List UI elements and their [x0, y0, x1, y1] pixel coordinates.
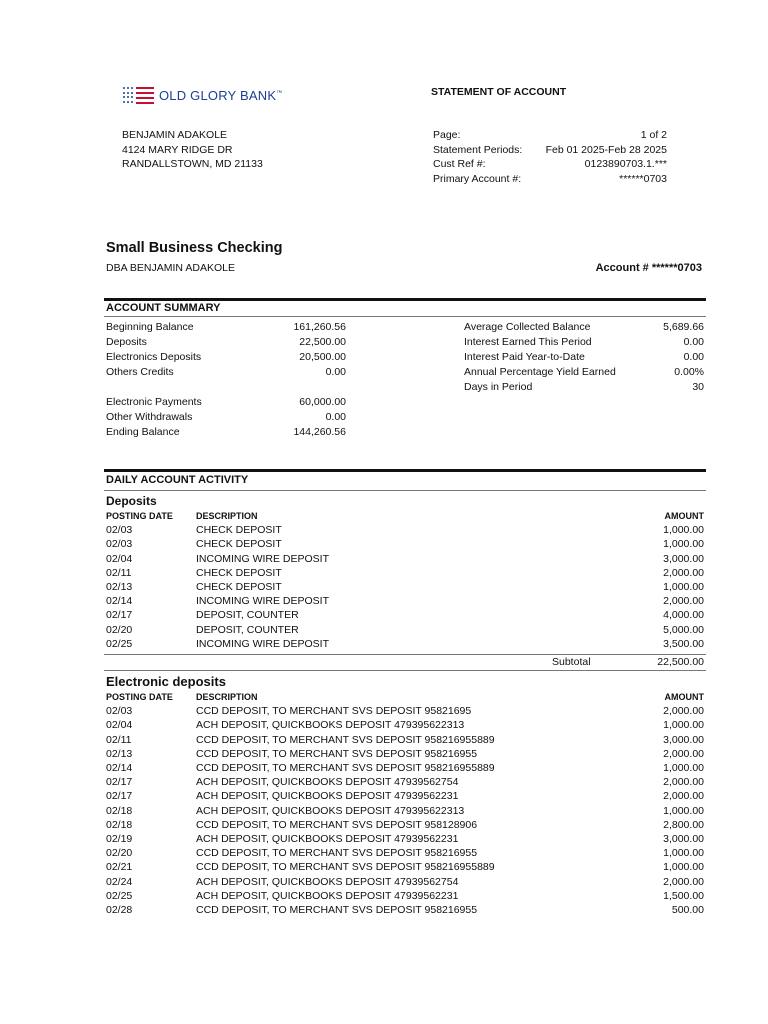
summary-row: Electronics Deposits 20,500.00	[106, 351, 346, 363]
table-row: 02/04 ACH DEPOSIT, QUICKBOOKS DEPOSIT 479395622313 1,000.00	[106, 719, 704, 732]
deposits-table	[106, 509, 704, 651]
statement-meta	[433, 128, 667, 186]
summary-row: Others Credits 0.00	[106, 366, 346, 378]
table-row: 02/13 CHECK DEPOSIT 1,000.00	[106, 581, 704, 594]
table-row: 02/03 CCD DEPOSIT, TO MERCHANT SVS DEPOSIT 95821695 2,000.00	[106, 705, 704, 718]
summary-row: Electronic Payments 60,000.00	[106, 396, 346, 408]
electronic-deposits-table	[106, 690, 704, 917]
section-divider	[104, 469, 706, 472]
meta-row: Primary Account #: ******0703	[433, 172, 667, 185]
account-number: Account # ******0703	[595, 262, 702, 274]
account-summary-title: ACCOUNT SUMMARY	[106, 302, 221, 314]
bank-logo	[122, 86, 282, 104]
summary-row: Ending Balance 144,260.56	[106, 426, 346, 438]
section-divider	[104, 298, 706, 301]
summary-row: Other Withdrawals 0.00	[106, 411, 346, 423]
deposits-title: Deposits	[106, 494, 157, 508]
table-row: 02/17 ACH DEPOSIT, QUICKBOOKS DEPOSIT 47939562754 2,000.00	[106, 776, 704, 789]
meta-row: Cust Ref #: 0123890703.1.***	[433, 158, 667, 170]
customer-street: 4124 MARY RIDGE DR	[122, 143, 233, 156]
product-name: Small Business Checking	[106, 240, 283, 256]
flag-icon	[122, 86, 154, 104]
table-row: 02/14 CCD DEPOSIT, TO MERCHANT SVS DEPOSIT 958216955889 1,000.00	[106, 762, 704, 775]
table-row: 02/25 INCOMING WIRE DEPOSIT 3,500.00	[106, 637, 704, 650]
divider	[104, 654, 706, 655]
table-row: 02/20 DEPOSIT, COUNTER 5,000.00	[106, 623, 704, 636]
table-row: 02/17 DEPOSIT, COUNTER 4,000.00	[106, 609, 704, 622]
summary-left	[106, 320, 346, 440]
table-row: 02/11 CHECK DEPOSIT 2,000.00	[106, 566, 704, 579]
table-header: POSTING DATE DESCRIPTION AMOUNT	[106, 692, 704, 702]
electronic-deposits-title: Electronic deposits	[106, 674, 226, 689]
divider	[104, 490, 706, 491]
table-row: 02/18 ACH DEPOSIT, QUICKBOOKS DEPOSIT 479395622313 1,000.00	[106, 804, 704, 817]
summary-row: Interest Earned This Period 0.00	[464, 336, 704, 348]
summary-right	[464, 320, 704, 395]
divider	[104, 670, 706, 671]
summary-row: Beginning Balance 161,260.56	[106, 321, 346, 333]
summary-row: Interest Paid Year-to-Date 0.00	[464, 351, 704, 363]
table-row: 02/14 INCOMING WIRE DEPOSIT 2,000.00	[106, 595, 704, 608]
table-row: 02/21 CCD DEPOSIT, TO MERCHANT SVS DEPOSIT 958216955889 1,000.00	[106, 861, 704, 874]
table-row: 02/18 CCD DEPOSIT, TO MERCHANT SVS DEPOSIT 958128906 2,800.00	[106, 818, 704, 831]
meta-row: Statement Periods: Feb 01 2025-Feb 28 2025	[433, 143, 667, 156]
table-row: 02/13 CCD DEPOSIT, TO MERCHANT SVS DEPOSIT 958216955 2,000.00	[106, 747, 704, 760]
table-row: 02/20 CCD DEPOSIT, TO MERCHANT SVS DEPOSIT 958216955 1,000.00	[106, 847, 704, 860]
table-row: 02/17 ACH DEPOSIT, QUICKBOOKS DEPOSIT 47939562231 2,000.00	[106, 790, 704, 803]
customer-city: RANDALLSTOWN, MD 21133	[122, 158, 263, 170]
summary-row: Average Collected Balance 5,689.66	[464, 321, 704, 333]
summary-row: Days in Period 30	[464, 381, 704, 393]
table-row: 02/28 CCD DEPOSIT, TO MERCHANT SVS DEPOSIT 958216955 500.00	[106, 904, 704, 917]
divider	[104, 316, 706, 317]
deposits-subtotal: Subtotal 22,500.00	[552, 656, 704, 668]
customer-address	[122, 128, 263, 172]
table-row: 02/04 INCOMING WIRE DEPOSIT 3,000.00	[106, 552, 704, 565]
bank-name: OLD GLORY BANK™	[159, 87, 283, 103]
meta-row: Page: 1 of 2	[433, 129, 667, 141]
table-row: 02/03 CHECK DEPOSIT 1,000.00	[106, 538, 704, 551]
dba-line: DBA BENJAMIN ADAKOLE	[106, 262, 235, 274]
table-row: 02/03 CHECK DEPOSIT 1,000.00	[106, 524, 704, 537]
table-row: 02/25 ACH DEPOSIT, QUICKBOOKS DEPOSIT 47939562231 1,500.00	[106, 889, 704, 902]
customer-name: BENJAMIN ADAKOLE	[122, 129, 228, 141]
table-row: 02/11 CCD DEPOSIT, TO MERCHANT SVS DEPOSIT 958216955889 3,000.00	[106, 733, 704, 746]
table-header: POSTING DATE DESCRIPTION AMOUNT	[106, 511, 704, 521]
table-row: 02/24 ACH DEPOSIT, QUICKBOOKS DEPOSIT 47939562754 2,000.00	[106, 875, 704, 888]
summary-row: Deposits 22,500.00	[106, 336, 346, 348]
statement-title: STATEMENT OF ACCOUNT	[431, 86, 567, 98]
summary-row: Annual Percentage Yield Earned 0.00%	[464, 366, 704, 378]
table-row: 02/19 ACH DEPOSIT, QUICKBOOKS DEPOSIT 47939562231 3,000.00	[106, 833, 704, 846]
daily-activity-title: DAILY ACCOUNT ACTIVITY	[106, 474, 249, 486]
